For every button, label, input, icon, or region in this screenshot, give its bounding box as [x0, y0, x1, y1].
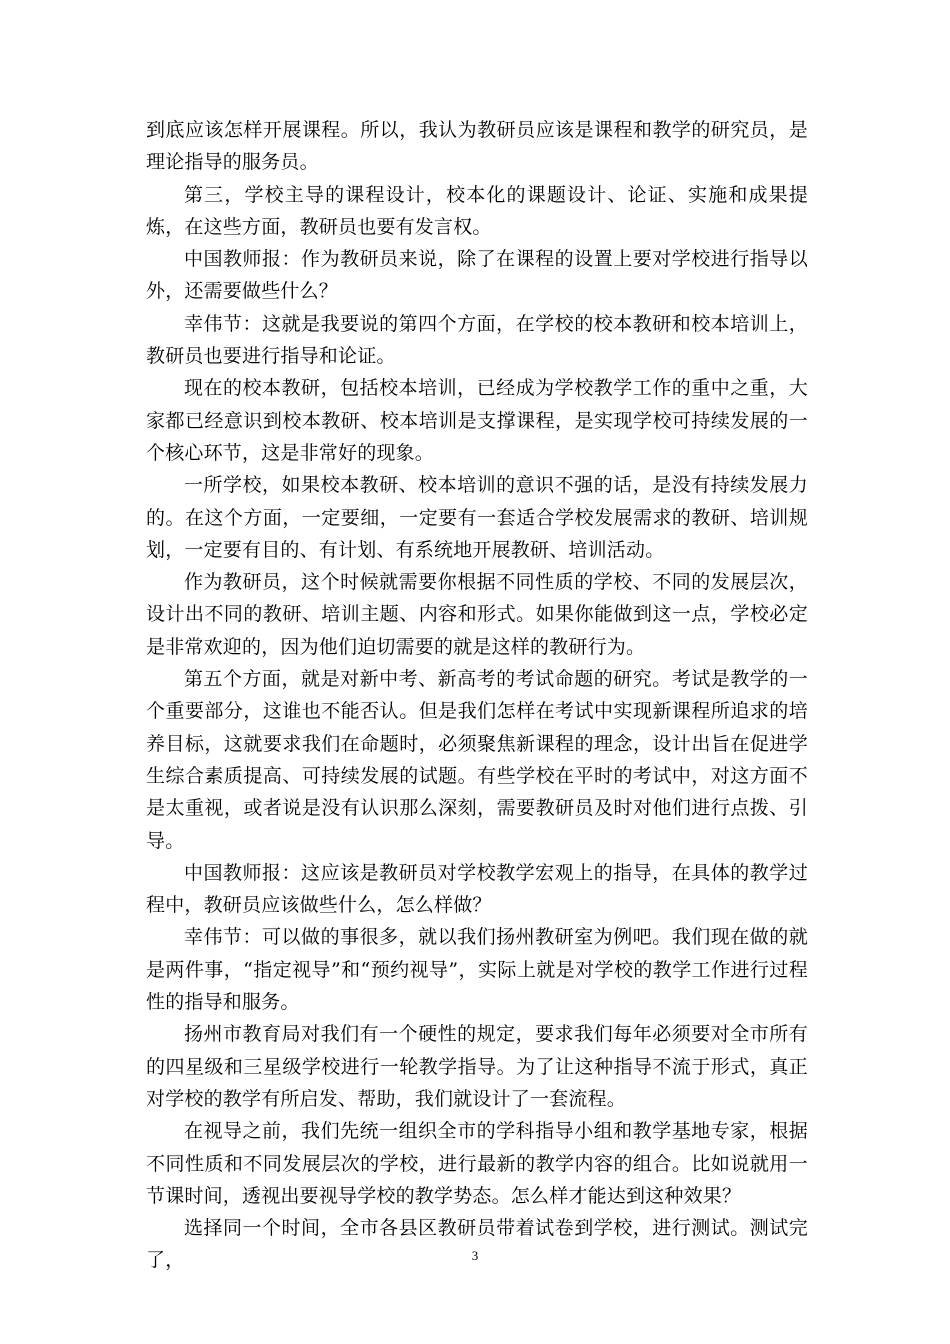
paragraph: 中国教师报：作为教研员来说，除了在课程的设置上要对学校进行指导以外，还需要做些什么？ — [146, 248, 808, 303]
paragraph: 在视导之前，我们先统一组织全市的学科指导小组和教学基地专家，根据不同性质和不同发展层次的学校，进行最新的教学内容的组合。比如说就用一节课时间，透视出要视导学校的教学势态。怎么样才能达到这种效果？ — [146, 1120, 808, 1207]
paragraph: 幸伟节：这就是我要说的第四个方面，在学校的校本教研和校本培训上，教研员也要进行指导和论证。 — [146, 312, 808, 368]
paragraph: 中国教师报：这应该是教研员对学校教学宏观上的指导，在具体的教学过程中，教研员应该做些什么，怎么样做？ — [146, 861, 808, 917]
paragraph: 扬州市教育局对我们有一个硬性的规定，要求我们每年必须要对全市所有的四星级和三星级学校进行一轮教学指导。为了让这种指导不流于形式，真正对学校的教学有所启发、帮助，我们就设计了一套流程。 — [146, 1023, 808, 1110]
paragraph: 第三，学校主导的课程设计，校本化的课题设计、论证、实施和成果提炼，在这些方面，教研员也要有发言权。 — [146, 183, 808, 238]
page-number: 3 — [471, 1248, 479, 1263]
paragraph: 一所学校，如果校本教研、校本培训的意识不强的话，是没有持续发展力的。在这个方面，一定要细，一定要有一套适合学校发展需求的教研、培训规划，一定要有目的、有计划、有系统地开展教研、培训活动。 — [146, 474, 808, 561]
paragraph: 作为教研员，这个时候就需要你根据不同性质的学校、不同的发展层次，设计出不同的教研、培训主题、内容和形式。如果你能做到这一点，学校必定是非常欢迎的，因为他们迫切需要的就是这样的教研行为。 — [146, 571, 808, 658]
paragraph: 现在的校本教研，包括校本培训，已经成为学校教学工作的重中之重，大家都已经意识到校本教研、校本培训是支撑课程，是实现学校可持续发展的一个核心环节，这是非常好的现象。 — [146, 377, 808, 464]
paragraph: 到底应该怎样开展课程。所以，我认为教研员应该是课程和教学的研究员，是理论指导的服务员。 — [146, 119, 808, 174]
paragraph: 第五个方面，就是对新中考、新高考的考试命题的研究。考试是教学的一个重要部分，这谁也不能否认。但是我们怎样在考试中实现新课程所追求的培养目标，这就要求我们在命题时，必须聚焦新课程的理念，设计出旨在促进学生综合素质提高、可持续发展的试题。有些学校在平时的考试中，对这方面不是太重视，或者说是没有认识那么深刻，需要教研员及时对他们进行点拨、引导。 — [146, 668, 808, 852]
paragraph: 选择同一个时间，全市各县区教研员带着试卷到学校，进行测试。测试完了， — [146, 1217, 808, 1272]
body-text — [146, 114, 808, 1277]
paragraph: 幸伟节：可以做的事很多，就以我们扬州教研室为例吧。我们现在做的就是两件事，“指定视导”和“预约视导”，实际上就是对学校的教学工作进行过程性的指导和服务。 — [146, 926, 808, 1014]
